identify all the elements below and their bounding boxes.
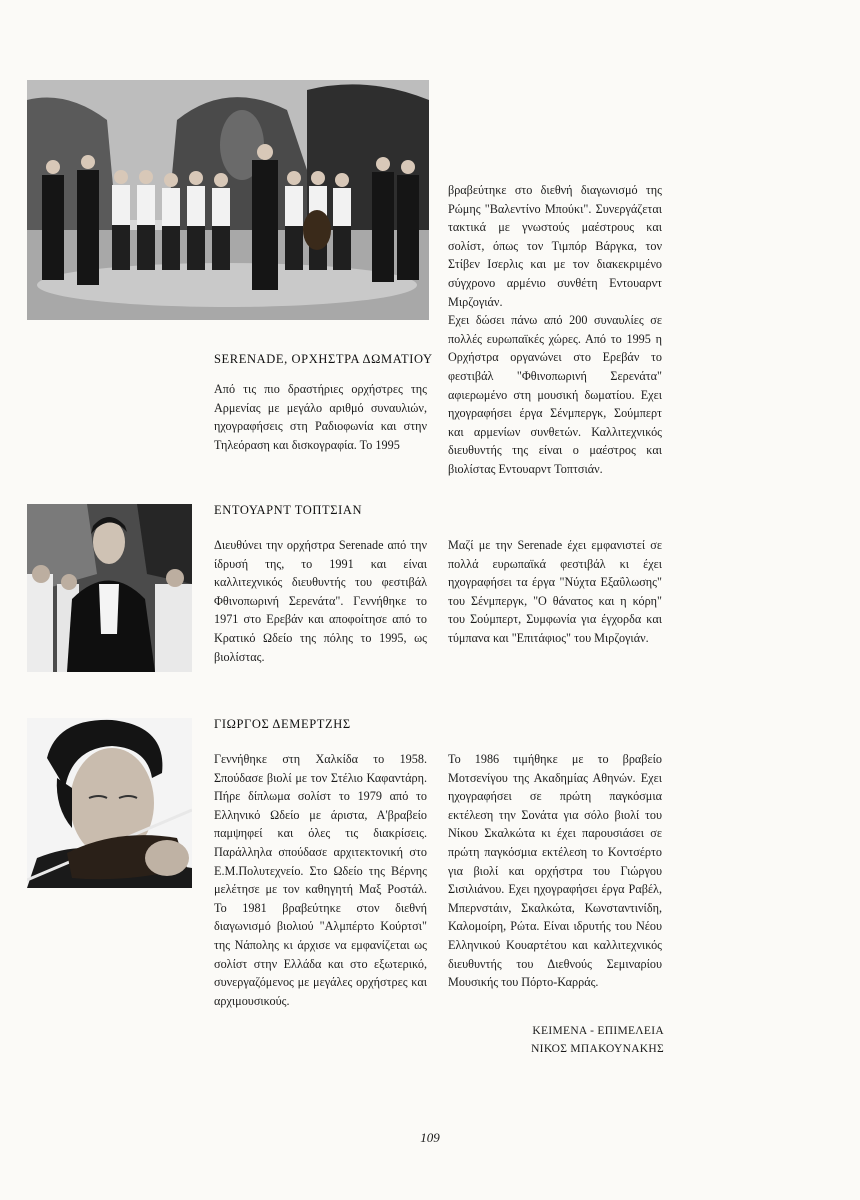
paragraph: Εχει δώσει πάνω από 200 συναυλίες σε πολλές ευρωπαϊκές χώρες. Από το 1995 η Ορχήστρα οργανώνει στο Ερεβάν το φεστιβάλ "Φθινοπωρινή Σερενάτα" αφιερωμένο στη μουσική δωματίου. Εχει ηχογραφήσει έργα Σένμπεργκ, Σούμπερτ και αρμενίων συνθετών. Καλλιτεχνικός διευθυντής της είναι ο μαέστρος και βιολίστας Εντουαρντ Τοπτσιάν.: [448, 313, 662, 476]
conductor-portrait-photo: [27, 504, 192, 672]
paragraph: Από τις πιο δραστήριες ορχήστρες της Αρμενίας με μεγάλο αριθμό συναυλιών, ηχογραφήσεις στη Ραδιοφωνία και στην Τηλεόραση και δισκογραφία. Το 1995: [214, 382, 427, 452]
credits-role: ΚΕΙΜΕΝΑ - ΕΠΙΜΕΛΕΙΑ: [532, 1025, 664, 1037]
section-demertzis-right-text: [448, 750, 662, 992]
paragraph: Το 1986 τιμήθηκε με το βραβείο Μοτσενίγου της Ακαδημίας Αθηνών. Εχει ηχογραφήσει σε πρώτη παγκόσμια εκτέλεση την Σονάτα για σόλο βιολί του Νίκου Σκαλκώτα κι έχει παρουσιάσει σε πρώτη παγκόσμια εκτέλεση το Κοντσέρτο για βιολί και ορχήστρα του Γιώργου Σισιλιάνου. Εχει ηχογραφήσει έργα Ραβέλ, Μπερνστάιν, Σκαλκώτα, Κωνσταντινίδη, Καλομοίρη, Ρώτα. Είναι ιδρυτής του Νέου Ελληνικού Κουαρτέτου και καλλιτεχνικός διευθυντής του Διεθνούς Σεμιναρίου Μουσικής του Πόρτο-Καρράς.: [448, 752, 662, 990]
paragraph: Γεννήθηκε στη Χαλκίδα το 1958. Σπούδασε βιολί με τον Στέλιο Καφαντάρη. Πήρε δίπλωμα σολίστ το 1979 από το Ελληνικό Ωδείο με άριστα, Α'βραβείο παμψηφεί και όλες τις διακρίσεις. Παράλληλα σπούδασε αρχιτεκτονική στο Ε.Μ.Πολυτεχνείο. Στο Ωδείο της Βέρνης μελέτησε με τον καθηγητή Μαξ Ροστάλ. Το 1981 βραβεύτηκε στον διεθνή διαγωνισμό βιολιού "Αλμπέρτο Κούρτσι" της Νάπολης κι άρχισε να εμφανίζεται ως σολίστ στην Ελλάδα και στο εξωτερικό, συνεργαζόμενος με μεγάλες ορχήστρες και αρχιμουσικούς.: [214, 752, 427, 1008]
paragraph: Διευθύνει την ορχήστρα Serenade από την ίδρυσή της, το 1991 και είναι καλλιτεχνικός διευθυντής του φεστιβάλ Φθινοπωρινή Σερενάτα". Γεννήθηκε το 1971 στο Ερεβάν και αποφοίτησε από το Κρατικό Ωδείο της πόλης το 1995, ως βιολίστας.: [214, 538, 427, 664]
section-heading-serenade: SERENADE, ΟΡΧΗΣΤΡΑ ΔΩΜΑΤΙΟΥ: [214, 352, 433, 366]
section-toptsian-right-text: [448, 536, 662, 648]
section-heading-toptsian: ΕΝΤΟΥΑΡΝΤ ΤΟΠΤΣΙΑΝ: [214, 503, 363, 517]
orchestra-group-photo: [27, 80, 429, 320]
credits: [531, 1022, 664, 1058]
page-number: 109: [420, 1130, 440, 1145]
paragraph: βραβεύτηκε στο διεθνή διαγωνισμό της Ρώμης "Βαλεντίνο Μπούκι". Συνεργάζεται τακτικά με γνωστούς μαέστρους και σολίστ, όπως τον Τιμπόρ Βάργκα, τον Στίβεν Ισερλις και με τον διακεκριμένο σύγχρονο αρμένιο συνθέτη Εντουαρντ Μιρζογιάν.: [448, 183, 662, 309]
section-heading-demertzis: ΓΙΩΡΓΟΣ ΔΕΜΕΡΤΖΗΣ: [214, 717, 351, 731]
paragraph: Μαζί με την Serenade έχει εμφανιστεί σε πολλά ευρωπαϊκά φεστιβάλ κι έχει ηχογραφήσει τα έργα "Νύχτα Εξαΰλωσης" του Σένμπεργκ, "Ο θάνατος και η κόρη" του Σούμπερτ, Συμφωνία για έγχορδα και τύμπανα και "Επιτάφιος" του Μιρζογιάν.: [448, 538, 662, 645]
section-toptsian-left-text: [214, 536, 427, 666]
section-serenade-left-text: [214, 380, 427, 454]
section-serenade-right-text: [448, 181, 662, 479]
credits-author: ΝΙΚΟΣ ΜΠΑΚΟΥΝΑΚΗΣ: [531, 1043, 664, 1055]
violinist-portrait-photo: [27, 718, 192, 888]
section-demertzis-left-text: [214, 750, 427, 1010]
